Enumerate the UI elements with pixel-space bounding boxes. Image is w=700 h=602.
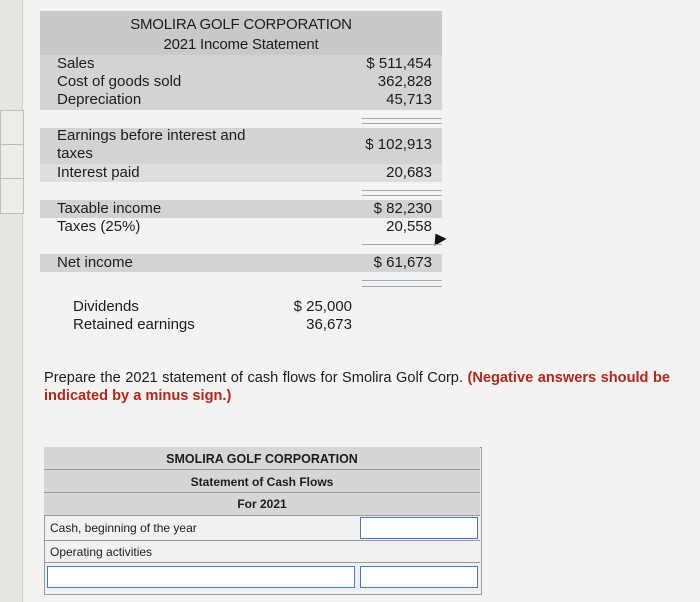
net-income-value: $ 61,673 xyxy=(373,254,432,271)
cash-beginning-label: Cash, beginning of the year xyxy=(50,521,197,535)
cogs-value: 362,828 xyxy=(377,73,432,90)
sidebar-tab[interactable] xyxy=(0,144,24,180)
header-divider xyxy=(44,469,480,470)
total-rule xyxy=(362,123,442,124)
cash-beginning-input[interactable] xyxy=(360,517,478,539)
retained-earnings-value: 36,673 xyxy=(306,316,352,333)
depreciation-label: Depreciation xyxy=(57,91,142,108)
interest-value: 20,683 xyxy=(386,164,432,181)
ebit-label-cont: taxes xyxy=(57,145,93,162)
sidebar-tab[interactable] xyxy=(0,178,24,214)
total-rule xyxy=(362,244,442,245)
taxes-value: 20,558 xyxy=(386,218,432,235)
prompt-emphasis-cont: answers should be indicated by a minus sign.) xyxy=(44,370,670,404)
retained-earnings-label: Retained earnings xyxy=(73,316,195,333)
operating-item-value-input[interactable] xyxy=(360,566,478,588)
sales-value: $ 511,454 xyxy=(366,55,432,72)
prompt-emphasis: (Negative xyxy=(467,370,534,386)
depreciation-value: 45,713 xyxy=(386,91,432,108)
ebit-label: Earnings before interest and xyxy=(57,127,246,144)
taxable-income-value: $ 82,230 xyxy=(373,200,432,217)
operating-item-label-input[interactable] xyxy=(47,566,355,588)
prompt-text: Prepare the 2021 statement of cash flows for Smolira Golf Corp. xyxy=(44,370,463,386)
dividends-value: $ 25,000 xyxy=(293,298,352,315)
total-rule xyxy=(362,195,442,196)
taxable-income-label: Taxable income xyxy=(57,200,162,217)
income-statement-title: 2021 Income Statement xyxy=(163,36,319,53)
total-rule xyxy=(362,286,442,287)
total-rule xyxy=(362,118,442,119)
cash-flow-company-name: SMOLIRA GOLF CORPORATION xyxy=(166,452,358,466)
income-company-name: SMOLIRA GOLF CORPORATION xyxy=(130,16,352,33)
net-income-label: Net income xyxy=(57,254,133,271)
sidebar-tab[interactable] xyxy=(0,110,24,146)
total-rule xyxy=(362,280,442,281)
taxes-label: Taxes (25%) xyxy=(57,218,141,235)
header-divider xyxy=(44,492,480,493)
question-prompt xyxy=(44,369,670,405)
dividends-label: Dividends xyxy=(73,298,139,315)
total-rule xyxy=(362,190,442,191)
cash-flow-title: Statement of Cash Flows xyxy=(190,475,334,489)
interest-label: Interest paid xyxy=(57,164,140,181)
operating-activities-label: Operating activities xyxy=(50,545,153,559)
left-sidebar-strip xyxy=(0,0,23,602)
cogs-label: Cost of goods sold xyxy=(57,73,182,90)
ebit-value: $ 102,913 xyxy=(365,136,432,153)
cash-flow-period: For 2021 xyxy=(237,497,287,511)
sales-label: Sales xyxy=(57,55,95,72)
